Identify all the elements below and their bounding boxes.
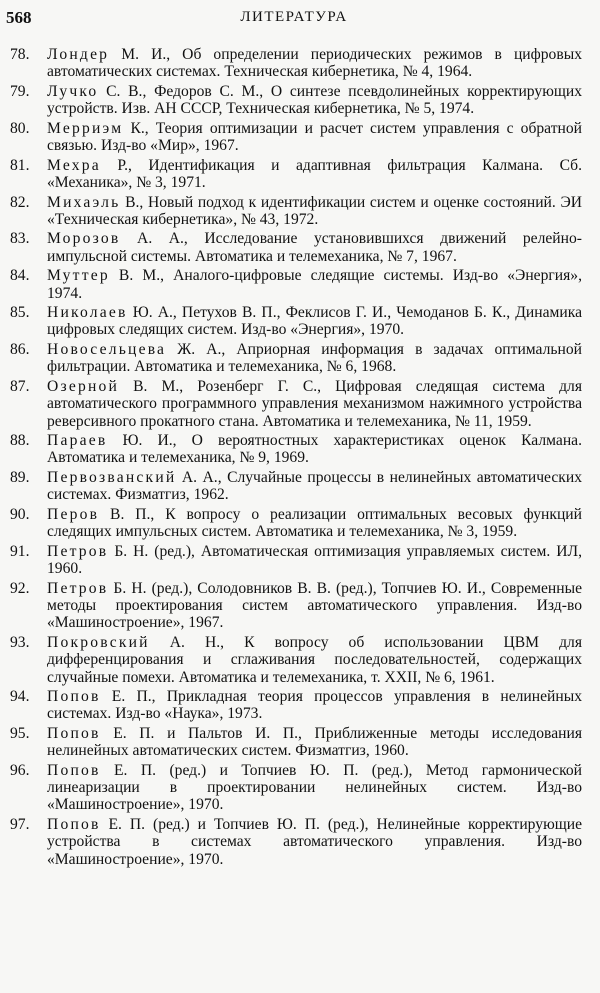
reference-text: Ю. И., О вероятностных характеристиках оценок Калмана. Автоматика и телемеханика, № 9, 1969. bbox=[47, 432, 582, 467]
reference-entry bbox=[6, 304, 582, 339]
reference-author: Первозванский bbox=[47, 468, 177, 486]
reference-number: 84. bbox=[10, 267, 30, 285]
reference-author: Попов bbox=[47, 816, 101, 833]
reference-entry bbox=[6, 157, 582, 192]
reference-text: В. М., Розенберг Г. С., Цифровая следящая система для автоматического программного управления механизмом нажимного устройства реверсивного прокатного стана. Автоматика и телемеханика, № 11, 1959. bbox=[47, 377, 582, 430]
reference-number: 94. bbox=[10, 688, 30, 706]
reference-text: В. П., К вопросу о реализации оптимальных весовых функций следящих импульсных систем. Автоматика и телемеханика, № 3, 1959. bbox=[47, 505, 582, 541]
reference-text: Е. П. (ред.) и Топчиев Ю. П. (ред.), Метод гармонической линеаризации в проектировании нелинейных систем. Изд-во «Машиностроение», 1970. bbox=[47, 761, 582, 814]
reference-text: А. Н., К вопросу об использовании ЦВМ для дифференцирования и сглаживания последовательностей, содержащих случайные помехи. Автоматика и телемеханика, т. XXII, № 6, 1961. bbox=[47, 633, 582, 686]
reference-number: 87. bbox=[10, 377, 30, 395]
reference-entry bbox=[6, 688, 582, 723]
reference-author: Петров bbox=[47, 579, 109, 597]
page-header bbox=[6, 4, 582, 32]
reference-number: 83. bbox=[10, 230, 30, 248]
reference-text: Ю. А., Петухов В. П., Феклисов Г. И., Чемоданов Б. К., Динамика цифровых следящих систем. Изд-во «Энергия», 1970. bbox=[47, 304, 582, 339]
reference-number: 92. bbox=[10, 579, 30, 597]
reference-number: 85. bbox=[10, 304, 30, 322]
reference-number: 80. bbox=[10, 119, 30, 137]
reference-text: К., Теория оптимизации и расчет систем управления с обратной связью. Изд-во «Мир», 1967. bbox=[47, 119, 582, 155]
reference-author: Лондер bbox=[47, 46, 110, 63]
reference-text: Ж. А., Априорная информация в задачах оптимальной фильтрации. Автоматика и телемеханика, № 6, 1968. bbox=[47, 341, 582, 376]
reference-author: Перов bbox=[47, 505, 100, 523]
reference-text: С. В., Федоров С. М., О синтезе псевдолинейных корректирующих устройств. Изв. АН СССР, Техническая кибернетика, № 5, 1974. bbox=[47, 82, 582, 118]
reference-number: 78. bbox=[10, 46, 30, 63]
reference-author: Параев bbox=[47, 432, 108, 450]
reference-entry bbox=[6, 120, 582, 155]
reference-author: Мерриэм bbox=[47, 119, 124, 137]
reference-author: Озерной bbox=[47, 377, 120, 395]
reference-author: Муттер bbox=[47, 267, 110, 285]
reference-entry bbox=[6, 378, 582, 430]
reference-entry bbox=[6, 469, 582, 504]
reference-author: Петров bbox=[47, 542, 109, 560]
reference-author: Лучко bbox=[47, 82, 99, 100]
reference-number: 97. bbox=[10, 816, 30, 833]
reference-entry bbox=[6, 83, 582, 118]
reference-entry bbox=[6, 267, 582, 302]
reference-entry bbox=[6, 194, 582, 229]
reference-entry bbox=[6, 341, 582, 376]
reference-entry bbox=[6, 580, 582, 632]
reference-text: А. А., Случайные процессы в нелинейных автоматических системах. Физматгиз, 1962. bbox=[47, 468, 582, 504]
reference-number: 91. bbox=[10, 542, 30, 560]
reference-author: Попов bbox=[47, 688, 101, 706]
reference-number: 93. bbox=[10, 633, 30, 651]
reference-entry bbox=[6, 432, 582, 467]
reference-number: 90. bbox=[10, 505, 30, 523]
reference-number: 79. bbox=[10, 82, 30, 100]
reference-text: Б. Н. (ред.), Солодовников В. В. (ред.), Топчиев Ю. И., Современные методы проектирования систем автоматического управления. Изд-во «Машиностроение», 1967. bbox=[47, 579, 582, 632]
reference-author: Попов bbox=[47, 761, 101, 779]
reference-author: Попов bbox=[47, 724, 101, 742]
reference-text: Р., Идентификация и адаптивная фильтрация Калмана. Сб. «Механика», № 3, 1971. bbox=[47, 156, 582, 191]
reference-text: Е. П. (ред.) и Топчиев Ю. П. (ред.), Нелинейные корректирующие устройства в системах автоматического управления. Изд-во «Машиностроение», 1970. bbox=[47, 816, 582, 868]
reference-entry bbox=[6, 230, 582, 265]
reference-number: 81. bbox=[10, 156, 30, 174]
reference-author: Михаэль bbox=[47, 193, 121, 211]
reference-number: 88. bbox=[10, 432, 30, 450]
reference-author: Мехра bbox=[47, 156, 101, 174]
reference-author: Покровский bbox=[47, 633, 150, 651]
reference-text: В., Новый подход к идентификации систем и оценке состояний. ЭИ «Техническая кибернетика», № 43, 1972. bbox=[47, 193, 582, 228]
reference-entry bbox=[6, 725, 582, 760]
reference-number: 86. bbox=[10, 341, 30, 358]
reference-number: 82. bbox=[10, 193, 30, 211]
reference-text: В. М., Аналого-цифровые следящие системы. Изд-во «Энергия», 1974. bbox=[47, 267, 582, 302]
reference-text: Е. П. и Пальтов И. П., Приближенные методы исследования нелинейных автоматических систем. Физматгиз, 1960. bbox=[47, 724, 582, 760]
reference-entry bbox=[6, 762, 582, 814]
reference-number: 89. bbox=[10, 468, 30, 486]
reference-entry bbox=[6, 816, 582, 868]
reference-author: Новосельцева bbox=[47, 341, 167, 358]
reference-number: 96. bbox=[10, 761, 30, 779]
reference-list bbox=[6, 46, 582, 868]
reference-author: Николаев bbox=[47, 304, 128, 322]
reference-entry bbox=[6, 506, 582, 541]
reference-text: Е. П., Прикладная теория процессов управления в нелинейных системах. Изд-во «Наука», 1973. bbox=[47, 688, 582, 723]
running-head: ЛИТЕРАТУРА bbox=[240, 9, 348, 25]
page-number: 568 bbox=[6, 8, 32, 27]
reference-text: Б. Н. (ред.), Автоматическая оптимизация управляемых систем. ИЛ, 1960. bbox=[47, 542, 582, 578]
reference-text: А. А., Исследование установившихся движений релейно-импульсной системы. Автоматика и телемеханика, № 7, 1967. bbox=[47, 230, 582, 265]
reference-text: М. И., Об определении периодических режимов в цифровых автоматических системах. Техническая кибернетика, № 4, 1964. bbox=[47, 46, 582, 81]
reference-number: 95. bbox=[10, 724, 30, 742]
reference-entry bbox=[6, 543, 582, 578]
reference-entry bbox=[6, 634, 582, 686]
reference-author: Морозов bbox=[47, 230, 121, 248]
reference-entry bbox=[6, 46, 582, 81]
